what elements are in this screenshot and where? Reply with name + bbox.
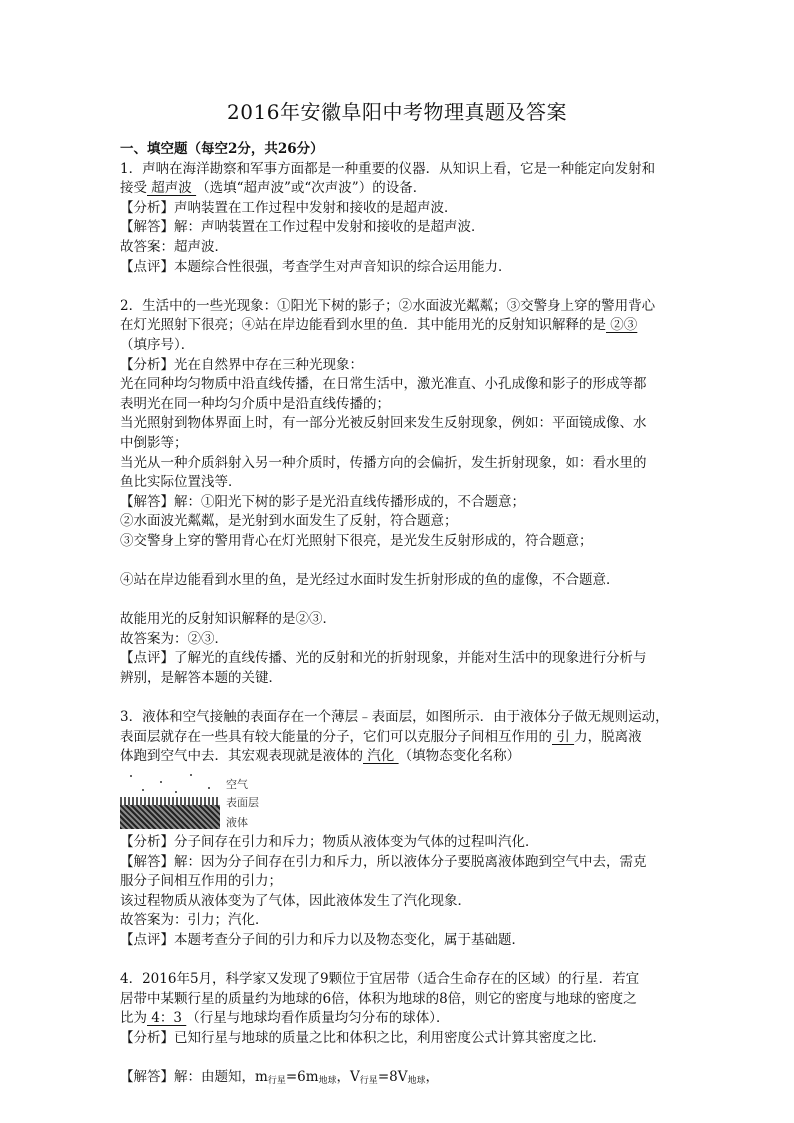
q3-line — [120, 747, 680, 767]
text: （行星与地球均看作质量均匀分布的球体）． — [186, 1010, 450, 1027]
text: 比为 — [120, 1010, 147, 1027]
q3-solution: 【解答】解：因为分子间存在引力和斥力，所以液体分子要脱离液体跑到空气中去，需克 — [120, 853, 647, 870]
spacer — [120, 551, 680, 571]
spacer — [120, 591, 680, 611]
spacer — [120, 277, 680, 297]
q1-solution: 【解答】解：声呐装置在工作过程中发射和接收的是超声波． — [120, 219, 485, 236]
text: 接受 — [120, 180, 147, 197]
spacer — [120, 1049, 680, 1069]
answer-blank: 引 — [552, 728, 575, 745]
answer-blank: ②③ — [606, 317, 638, 334]
q2-line: 光在同种均匀物质中沿直线传播，在日常生活中，激光准直、小孔成像和影子的形成等都 — [120, 376, 647, 393]
subscript: 行星 — [359, 1076, 378, 1087]
q3-answer: 故答案为：引力；汽化． — [120, 912, 269, 929]
air-region — [120, 769, 220, 797]
q2-line: ③交警身上穿的警用背心在灯光照射下很亮，是光发生反射形成的，符合题意； — [120, 532, 593, 549]
document-body — [120, 140, 680, 1088]
subscript: 行星 — [267, 1076, 286, 1087]
molecule-dot — [130, 775, 132, 777]
section-heading: 一、填空题（每空2分，共26分） — [120, 141, 324, 157]
spacer — [120, 951, 680, 971]
q2-line: 故能用光的反射知识解释的是②③． — [120, 611, 336, 628]
q3-line: 服分子间相互作用的引力； — [120, 873, 282, 890]
surface-layer-band — [120, 797, 220, 805]
molecule-dot — [142, 789, 144, 791]
q3-line — [120, 728, 680, 748]
answer-blank: 超声波 — [147, 180, 197, 197]
molecule-dot — [208, 787, 210, 789]
text: ，V — [336, 1069, 360, 1086]
q3-comment: 【点评】本题考查分子间的引力和斥力以及物态变化，属于基础题． — [120, 931, 525, 948]
answer-blank: 汽化 — [363, 748, 399, 765]
figure-label-air: 空气 — [226, 778, 248, 791]
molecule-dot — [175, 791, 177, 793]
q2-line: ②水面波光粼粼，是光射到水面发生了反射，符合题意； — [120, 513, 458, 530]
q2-line — [120, 316, 680, 336]
q1-line: 1．声呐在海洋勘察和军事方面都是一种重要的仪器．从知识上看，它是一种能定向发射和 — [120, 160, 656, 177]
q2-line: 辨别，是解答本题的关键． — [120, 670, 282, 687]
molecule-dot — [190, 774, 192, 776]
q2-line: 表明光在同一种均匀介质中是沿直线传播的； — [120, 395, 390, 412]
q4-analysis: 【分析】已知行星与地球的质量之比和体积之比，利用密度公式计算其密度之比． — [120, 1029, 606, 1046]
q2-line: ④站在岸边能看到水里的鱼，是光经过水面时发生折射形成的鱼的虚像，不合题意． — [120, 572, 620, 589]
text: 体跑到空气中去．其宏观表现就是液体的 — [120, 748, 363, 765]
q2-line: 中倒影等； — [120, 434, 188, 451]
q2-analysis: 【分析】光在自然界中存在三种光现象： — [120, 356, 363, 373]
text: 表面层就存在一些具有较大能量的分子，它们可以克服分子间相互作用的 — [120, 728, 552, 745]
q1-answer: 故答案：超声波． — [120, 238, 228, 255]
q2-solution: 【解答】解：①阳光下树的影子是光沿直线传播形成的，不合题意； — [120, 493, 525, 510]
molecule-dot — [160, 781, 162, 783]
q2-answer: 故答案为：②③． — [120, 630, 228, 647]
q4-line: 居带中某颗行星的质量约为地球的6倍，体积为地球的8倍，则它的密度与地球的密度之 — [120, 990, 637, 1007]
q1-comment: 【点评】本题综合性很强，考查学生对声音知识的综合运用能力． — [120, 258, 512, 275]
answer-blank: 4：3 — [147, 1010, 187, 1027]
q2-comment: 【点评】了解光的直线传播、光的反射和光的折射现象，并能对生活中的现象进行分析与 — [120, 650, 647, 667]
subscript: 地球 — [407, 1076, 426, 1087]
q3-analysis: 【分析】分子间存在引力和斥力；物质从液体变为气体的过程叫汽化． — [120, 834, 539, 850]
q4-line — [120, 1009, 680, 1029]
text: =6m — [285, 1069, 319, 1086]
q4-solution — [120, 1068, 680, 1088]
q2-line: 当光照射到物体界面上时，有一部分光被反射回来发生反射现象，例如：平面镜成像、水 — [120, 415, 647, 432]
q3-line: 该过程物质从液体变为了气体，因此液体发生了汽化现象． — [120, 892, 471, 909]
figure-label-liquid: 液体 — [226, 816, 248, 829]
q2-line: （填序号）． — [120, 336, 195, 353]
q4-line: 4．2016年5月，科学家又发现了9颗位于宜居带（适合生命存在的区域）的行星．若宜 — [120, 971, 640, 988]
text: 力，脱离液 — [574, 728, 642, 745]
q1-analysis: 【分析】声呐装置在工作过程中发射和接收的是超声波． — [120, 199, 458, 216]
text: （选填“超声波”或“次声波”）的设备． — [196, 180, 427, 197]
text: 【解答】解：由题知，m — [120, 1069, 268, 1086]
surface-layer-figure — [120, 769, 270, 831]
q2-line: 当光从一种介质斜射入另一种介质时，传播方向的会偏折，发生折射现象，如：看水里的 — [120, 454, 647, 471]
subscript: 地球 — [318, 1076, 337, 1087]
spacer — [120, 689, 680, 709]
text: 在灯光照射下很亮；④站在岸边能看到水里的鱼．其中能用光的反射知识解释的是 — [120, 317, 606, 334]
document-title: 2016年安徽阜阳中考物理真题及答案 — [227, 100, 567, 124]
q2-line: 鱼比实际位置浅等． — [120, 474, 242, 491]
text: ， — [425, 1069, 439, 1086]
q3-line: 3．液体和空气接触的表面存在一个薄层﹣表面层，如图所示．由于液体分子做无规则运动， — [120, 709, 669, 726]
figure-label-surface: 表面层 — [226, 796, 259, 809]
text: （填物态变化名称） — [398, 748, 521, 765]
q1-line — [120, 179, 680, 199]
q2-line: 2．生活中的一些光现象：①阳光下树的影子；②水面波光粼粼；③交警身上穿的警用背心 — [120, 297, 656, 314]
text: =8V — [377, 1069, 408, 1086]
liquid-region — [120, 805, 220, 829]
